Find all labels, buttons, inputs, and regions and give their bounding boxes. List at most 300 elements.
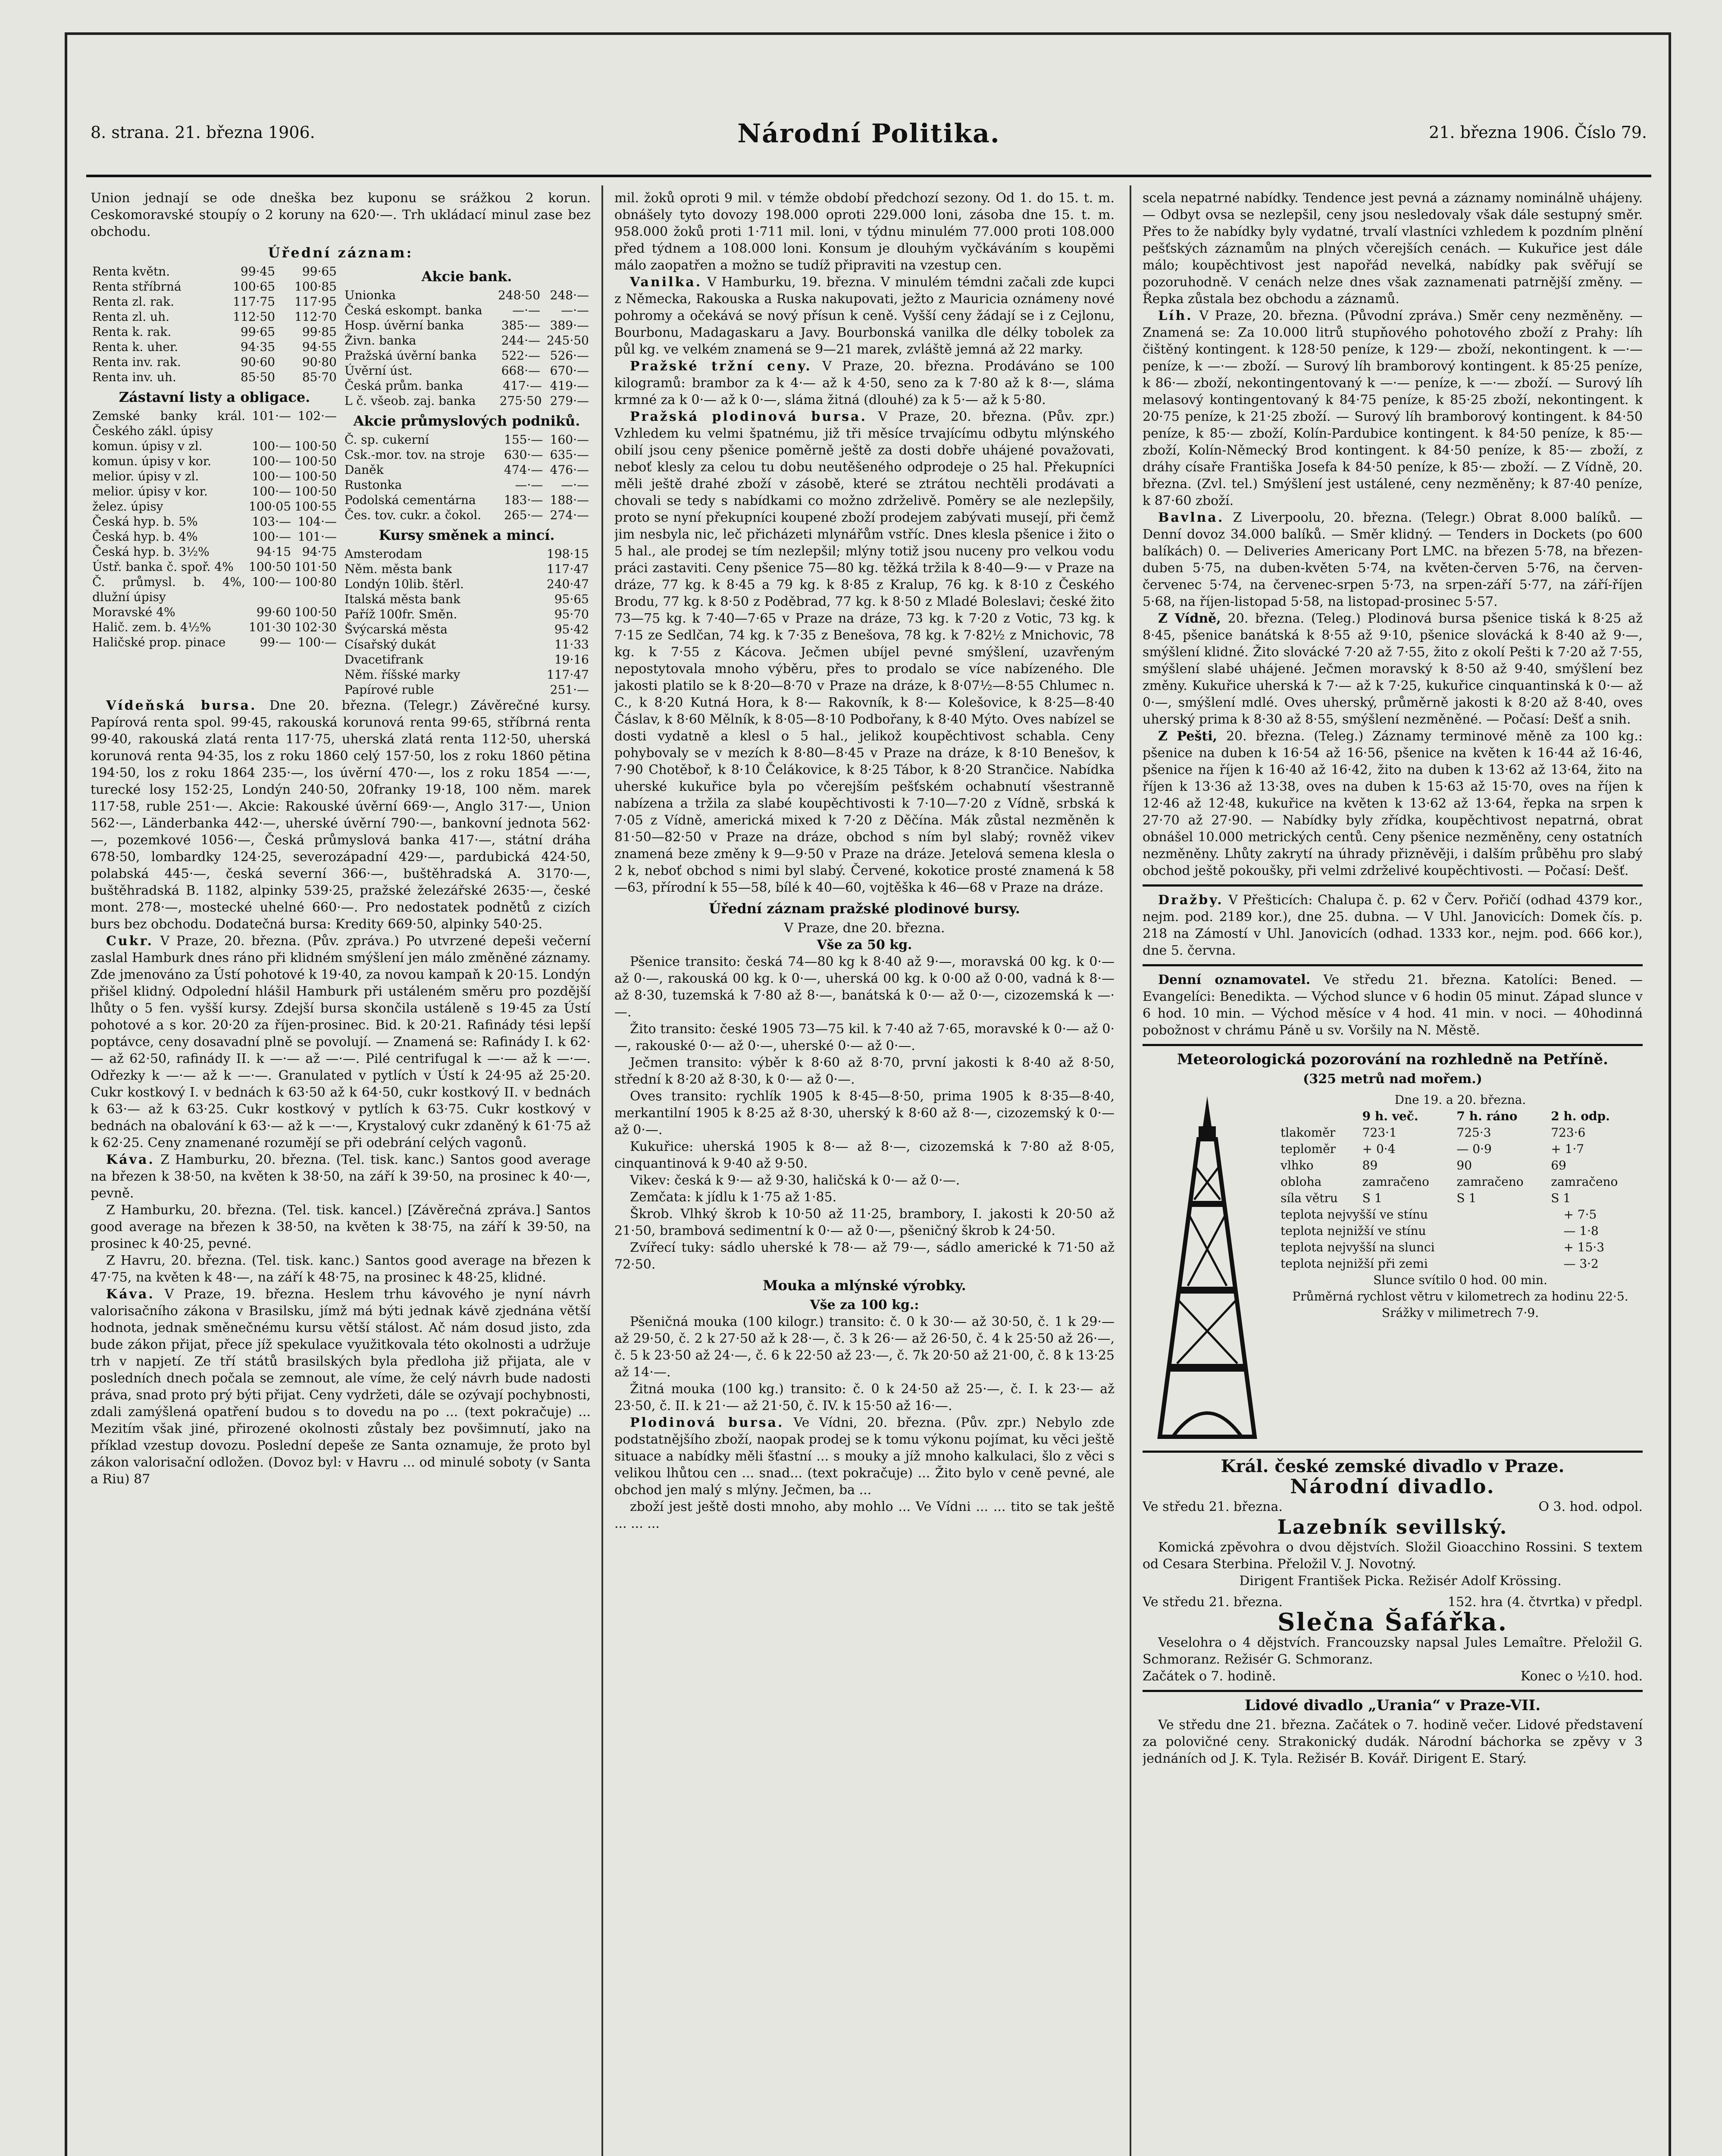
quote-label: Amsterodam bbox=[344, 547, 423, 561]
quote-label: Renta k. uher. bbox=[92, 340, 178, 354]
article-cotton: Bavlna. Z Liverpoolu, 20. března. (Telegr.) Obrat 8.000 balíků. — Denní dovoz 34.000 balíků. — Směr klidný. — Tenders in Dockets (po 600 balíkách) 0. — Deliveries Americany Port LMC. na březen 5·78, na březen-duben 5·75, na duben-květen 5·74, na květen-červen 5·76, na červen-červenec 5·74, na červenec-srpen 5·73, na srpen-září 5·77, na září-říjen 5·68, na říjen-listopad 5·58, na listopad-prosinec 5·57. bbox=[1143, 510, 1643, 609]
quote-value: 100·50 bbox=[294, 454, 337, 468]
header-right: 21. března 1906. Číslo 79. bbox=[1429, 123, 1647, 142]
produce-continued: scela nepatrné nabídky. Tendence jest pevná a záznamy nominálně uhájeny. — Odbyt ovsa se nezlepšil, ceny jsou nesledovaly však dále sestupný směr. Přes to že nabídky byly vydatné, trvalí vlastníci vzhledem k pozdním plnění pešťských záznamům na plných včerejších cenách. — Kukuřice jest dále málo; koupěchtivost jest napořád nevelká, nabídky pak svěřují se pozoruhodně. V cenách nelze dnes však zaznamenati patrnější změny. — Řepka zůstala bez obchodu a záznamů. bbox=[1143, 191, 1643, 307]
article-vienna-bourse: Vídeňská bursa. Dne 20. března. (Telegr.) Závěrečné kursy. Papírová renta spol. 99·45, rakouská korunová renta 99·65, stříbrná renta 99·40, rakouská zlatá renta 117·75, uherská zlatá renta 112·50, uherská korunová renta 94·35, los z roku 1860 celý 157·50, los z roku 1860 pětina 194·50, los z roku 1864 235·—, los úvěrní 470·—, los z roku 1854 —·—, turecké losy 152·25, Londýn 240·50, 20franky 19·18, 100 něm. marek 117·58, ruble 251·—. Akcie: Rakouské úvěrní 669·—, Anglo 317·—, Union 562·—, Länderbanka 442·—, uherské úvěrní 790·—, bankovní jednota 562·—, pozemkové 1056·—, Česká průmyslová banka 417·—, státní dráha 678·50, lombardky 124·25, severozápadní 429·—, pardubická 424·50, polabská 445·—, česká severní 366·—, buštěhradská A. 3170·—, buštěhradská B. 1182, alpinky 539·25, pražské železářské 2635·—, české mont. 278·—, mostecké uhelné 660·—. Pro nedostatek podnětů z cizích burs bez obchodu. Dodatečná bursa: Kredity 669·50, alpinky 540·25. bbox=[91, 698, 591, 932]
quote-label: Halič. zem. b. 4½% bbox=[92, 620, 211, 634]
quote-value: 100·— bbox=[252, 530, 291, 544]
quote-value: 155·— bbox=[504, 432, 543, 447]
table-row bbox=[343, 348, 591, 363]
quote-label: síla větru bbox=[1281, 1191, 1338, 1205]
industrial-shares-table bbox=[343, 432, 591, 523]
article-heading: Káva. bbox=[106, 1287, 155, 1302]
quote-label: Csk.-mor. tov. na stroje bbox=[344, 448, 485, 462]
table-row bbox=[1278, 1125, 1643, 1141]
official-quote: Oves transito: rychlík 1905 k 8·45—8·50, prima 1905 k 8·35—8·40, merkantilní 1905 k 8·25 až 8·30, uherský k 8·60 až 8·—, cizozemský k 0·— až 0·—. bbox=[614, 1089, 1115, 1138]
quote-label: Dvacetifrank bbox=[344, 652, 423, 667]
quote-value: S 1 bbox=[1551, 1191, 1571, 1205]
quote-value: S 1 bbox=[1456, 1191, 1477, 1205]
quote-label: Česká hyp. b. 5% bbox=[92, 514, 198, 529]
quote-value: 69 bbox=[1551, 1158, 1566, 1172]
quote-label: Česká eskompt. banka bbox=[344, 303, 482, 317]
official-quote: Kukuřice: uherská 1905 k 8·— až 8·—, cizozemská k 7·80 až 8·05, cinquantinová k 9·40 až 9·50. bbox=[614, 1139, 1115, 1171]
header-rule bbox=[86, 175, 1651, 177]
quote-label: tlakoměr bbox=[1281, 1125, 1336, 1140]
table-row bbox=[343, 432, 591, 447]
subheading: Vše za 50 kg. bbox=[817, 937, 912, 953]
quote-value: 100·50 bbox=[294, 439, 337, 453]
article-heading: Plodinová bursa. bbox=[630, 1415, 784, 1430]
quote-value: + 15·3 bbox=[1563, 1240, 1605, 1254]
divider bbox=[1143, 1690, 1643, 1692]
divider bbox=[1143, 1451, 1643, 1453]
quote-value: 100·— bbox=[252, 484, 291, 498]
meteo-observations bbox=[1278, 1092, 1643, 1445]
quote-value: 275·50 bbox=[499, 394, 542, 408]
table-row bbox=[91, 574, 338, 605]
coffee-continued: mil. žoků oproti 9 mil. v témže období předchozí sezony. Od 1. do 15. t. m. obnášely tyto dovozy 198.000 oproti 229.000 loni, zásoba dne 15. t. m. 958.000 žoků proti 1·711 mil. loni, v týdnu minulém 77.000 proti 108.000 před týdnem a 108.000 loni. Konsum je dlouhým vyčkáváním s koupěmi málo zaopatřen a možno se tudíž připraviti na vzestup cen. bbox=[614, 191, 1115, 273]
quote-value: 100·50 bbox=[294, 605, 337, 619]
quote-value: 100·50 bbox=[294, 469, 337, 483]
quote-label: Papírové ruble bbox=[344, 683, 434, 697]
column-separator bbox=[1130, 185, 1131, 2156]
quote-value: 635·— bbox=[550, 448, 589, 462]
quote-value: 95·70 bbox=[554, 607, 589, 621]
quote-value: 100·50 bbox=[294, 484, 337, 498]
bank-shares-table-2 bbox=[343, 378, 591, 408]
quote-label: obloha bbox=[1281, 1175, 1322, 1189]
quote-value: 188·— bbox=[550, 493, 589, 507]
play-title: Lazebník sevillský. bbox=[1277, 1515, 1508, 1539]
quote-label: Italská města bank bbox=[344, 592, 460, 606]
quote-value: 100·55 bbox=[294, 499, 337, 514]
meteo-subtitle: (325 metrů nad mořem.) bbox=[1303, 1072, 1482, 1087]
play-title: Slečna Šafářka. bbox=[1277, 1608, 1508, 1636]
article-vienna: Z Vídně, 20. března. (Teleg.) Plodinová bursa pšenice tiská k 8·25 až 8·45, pšenice banátská k 8·55 až 9·10, pšenice slovácká k 8·40 až 9·—, smýšlení klidné. Žito slovácké 7·20 až 7·55, žito z okolí Pešti k 7·20 až 7·55, smýšlení slabé uhájené. Ječmen moravský k 8·50 až 9·40, smýšlení bez změny. Kukuřice uherská k 7·— až k 7·25, kukuřice cinquantinská k 0·— až 0·—, smýšlení mdlé. Oves uherský, průměrně jakosti k 8·20 až 8·40, oves uherský prima k 8·30 až 8·55, smýšlení nezměněné. — Počasí: Dešť a snih. bbox=[1143, 611, 1643, 727]
table-row bbox=[343, 607, 591, 622]
article-market-prices: Pražské tržní ceny. V Praze, 20. března. Prodáváno se 100 kilogramů: brambor za k 4·— až k 4·50, seno za k 7·80 až k 8·—, sláma krmné za k 0·— až k 0·—, sláma žitná (dlouhé) za k 5·— až k 5·80. bbox=[614, 359, 1115, 407]
quote-value: 723·1 bbox=[1362, 1125, 1397, 1140]
article-heading: Pražská plodinová bursa. bbox=[630, 409, 867, 424]
quote-label: Renta zl. rak. bbox=[92, 295, 174, 309]
official-quote: Ječmen transito: výběr k 8·60 až 8·70, první jakosti k 8·40 až 8·50, střední k 8·20 až 8·30, k 0·— až 0·—. bbox=[614, 1055, 1115, 1087]
quote-value: 101·— bbox=[252, 409, 291, 423]
quote-value: 11·33 bbox=[554, 637, 589, 652]
table-row bbox=[91, 620, 338, 635]
quote-value: 101·— bbox=[297, 530, 337, 544]
quote-value: 95·65 bbox=[554, 592, 589, 606]
quote-label: Rustonka bbox=[344, 478, 402, 492]
table-row bbox=[343, 303, 591, 318]
article-heading: Líh. bbox=[1158, 308, 1193, 323]
quote-value: 274·— bbox=[550, 508, 589, 522]
table-row bbox=[343, 561, 591, 577]
table-row bbox=[343, 622, 591, 637]
bourse-tables bbox=[91, 264, 591, 697]
quote-value: 240·47 bbox=[547, 577, 589, 591]
quote-value: 670·— bbox=[550, 364, 589, 378]
quote-label: Česká prům. banka bbox=[344, 379, 463, 393]
table-row bbox=[91, 499, 338, 514]
quote-value: 90·60 bbox=[240, 355, 276, 369]
quote-value: 248·50 bbox=[498, 288, 541, 302]
subheading: Vše za 100 kg.: bbox=[810, 1297, 919, 1313]
quote-value: 99·60 bbox=[256, 605, 291, 619]
article-continued: zboží jest ještě dosti mnoho, aby mohlo ... Ve Vídni ... ... tito se tak ještě ... ... ... bbox=[614, 1499, 1115, 1531]
quote-value: 245·50 bbox=[547, 333, 589, 348]
quote-label: teplota nejnižší ve stínu bbox=[1281, 1224, 1426, 1238]
meteo-column-header: 7 h. ráno bbox=[1456, 1109, 1518, 1123]
quote-value: 417·— bbox=[503, 379, 542, 393]
theatre-title: Král. české zemské divadlo v Praze. bbox=[1221, 1456, 1565, 1476]
quote-value: —·— bbox=[512, 303, 541, 317]
quote-value: 85·50 bbox=[240, 370, 276, 384]
quote-value: 99·85 bbox=[302, 325, 337, 339]
article-coffee-2: Káva. V Praze, 19. března. Heslem trhu kávového je nyní návrh valorisačního zákona v Brasilsku, jímž má býti jednak kávě zjednána větší hodnota, jednak směnečnému kursu větší stálost. Ač nám dosud jisto, zda bude zákon přijat, přece jíž spekulace využitkovala této okolnosti a udržuje trh v napjetí. Ze tří států brasilských byla předloha již přijata, ale v posledních dnech počala se zemnout, ale víme, že celý návrh bude nadosti práva, snad proto prý býti přijat. Ceny vydržeti, dále se ozývají pochybnosti, zdali zamýšlená opatření budou s to dovedu na po ... (text pokračuje) ... Mezitím však jiné, přirozené okolnosti zůstaly bez povšimnutí, jako na příklad vzestup dovozu. Poslední depeše ze Santa oznamuje, že proto byl zákon valorisační odložen. (Dovoz byl: v Havru ... od minulé soboty (v Santa a Riu) 87 bbox=[91, 1287, 591, 1487]
table-row bbox=[91, 484, 338, 499]
subheading: V Praze, dne 20. března. bbox=[784, 921, 945, 936]
section-heading: Akcie bank. bbox=[421, 268, 512, 285]
table-row bbox=[1278, 1206, 1643, 1223]
quote-value: 112·50 bbox=[233, 310, 276, 324]
exchange-rates-table bbox=[343, 546, 591, 697]
official-quote: Zemčata: k jídlu k 1·75 až 1·85. bbox=[630, 1190, 837, 1205]
quote-label: Něm. říšské marky bbox=[344, 667, 460, 682]
quote-value: 522·— bbox=[501, 348, 541, 363]
article-heading: Bavlna. bbox=[1158, 510, 1224, 525]
table-row bbox=[91, 354, 338, 370]
article-heading: Cukr. bbox=[106, 934, 153, 949]
bourse-intro: Union jednají se ode dneška bez kuponu se srážkou 2 korun. Ceskomoravské stoupíy o 2 koruny na 620·—. Trh ukládací minul zase bez obchodu. bbox=[91, 191, 591, 239]
page-header bbox=[91, 119, 1647, 170]
table-row bbox=[91, 339, 338, 354]
quote-value: —·— bbox=[515, 478, 543, 492]
table-row bbox=[1278, 1174, 1643, 1190]
meteo-table bbox=[1278, 1108, 1643, 1206]
table-row bbox=[91, 279, 338, 294]
quote-value: zamračeno bbox=[1362, 1175, 1429, 1189]
table-row bbox=[91, 605, 338, 620]
performance-date-row: Ve středu 21. března. O 3. hod. odpol. bbox=[1143, 1499, 1643, 1514]
quote-label: teplota nejnižší při zemi bbox=[1281, 1257, 1428, 1271]
quote-value: 90 bbox=[1456, 1158, 1472, 1172]
quote-value: 103·— bbox=[252, 514, 291, 529]
section-heading: Mouka a mlýnské výrobky. bbox=[763, 1277, 966, 1294]
table-row bbox=[91, 309, 338, 324]
table-row bbox=[91, 264, 338, 279]
quote-label: melior. úpisy v kor. bbox=[92, 484, 208, 498]
quote-label: Císařský dukát bbox=[344, 637, 436, 652]
play-description: Veselohra o 4 dějstvích. Francouzsky napsal Jules Lemaître. Přeložil G. Schmoranz. Režisér G. Schmoranz. bbox=[1143, 1635, 1643, 1667]
table-row bbox=[91, 544, 338, 559]
quote-label: Daněk bbox=[344, 463, 384, 477]
table-row bbox=[343, 318, 591, 333]
quote-value: 244·— bbox=[501, 333, 541, 348]
article-spirits: Líh. V Praze, 20. března. (Původní zpráva.) Směr ceny nezměněny. — Znamená se: Za 10.000 litrů stupňového pohotového zboží z Prahy: líh čištěný kontingent. k 128·50 peníze, k 129·— zboží, nekontingent. k —·— peníze, k —·— zboží. — Surový líh bramborový kontingent. k 85·25 peníze, k 86·— zboží, nekontingentovaný k —·— peníze, k —·— zboží. — Surový líh melasový kontingentovaný k 84·75 peníze, k 85·25 zboží, nekontingent. k 20·75 peníze, k 21·25 zboží. — Surový líh bramborový kontingent. k 84·50 peníze, k 85·— zboží, Kolín-Pardubice kontingent. k 84·50 peníze, k 85·— zboží, Kolín-Německý Brod kontingent. k 84·50 peníze, k 85·— zboží, z dráhy císaře Františka Josefa k 84·50 peníze, k 85·— zboží. — Z Vídně, 20. března. (Zvl. tel.) Smýšlení jest ustálené, ceny nezměněny; k 87·40 peníze, k 87·60 zboží. bbox=[1143, 308, 1643, 508]
quote-label: Renta zl. uh. bbox=[92, 310, 170, 324]
official-quote: Vikev: česká k 9·— až 9·30, haličská k 0·— až 0·—. bbox=[630, 1173, 960, 1188]
quote-value: 265·— bbox=[504, 508, 543, 522]
article-sugar: Cukr. V Praze, 20. března. (Pův. zpráva.) Po utvrzené depeši večerní zaslal Hamburk dnes ráno při klidném smýšlení jen málo změněné záznamy. Zde jmenováno za Ústí pohotové k 19·40, za novou kampaň k 20·15. Londýn přišel klidný. Odpolední hlášil Hamburk při ustáleném směru pro pozdější lhůty o 5 fen. vyšší kursy. Zdejší bursa skončila ustáleně s 19·45 za Ústí pohotové a s kor. 20·20 za říjen-prosinec. Bid. k 20·21. Rafinády tési lepší poptávce, ceny dosavadní plně se povolují. — Znamená se: Rafinády I. k 62·— až 62·50, rafinády II. k —·— až —·—. Pilé centrifugal k —·— až k —·—. Odřezky k —·— až k —·—. Granulated v pytlích v Ústí k 24·95 až 25·20. Cukr kostkový I. v bednách k 63·50 až k 64·50, cukr kostkový II. v bednách k 63·— až k 63·25. Cukr kostkový v pytlích k 63·75. Cukr kostkový v bednách na obalování k 63·— až k —·—, Krystalový cukr zdaněný k 61·75 až k 62·25. Ceny znamenané rozumějí se při odebrání celých vagonů. bbox=[91, 934, 591, 1150]
table-row bbox=[1278, 1141, 1643, 1157]
quote-value: — 3·2 bbox=[1563, 1257, 1599, 1271]
official-quote: Pšenice transito: česká 74—80 kg k 8·40 až 9·—, moravská 00 kg. k 0·— až 0·—, rakouská 00 kg. k 0·—, uherská 00 kg. k 0·00 až 0·00, vadná k 8·— až 8·30, tuzemská k 7·80 až 8·—, banátská k 0·— až 0·—, cizozemská k —·—. bbox=[614, 954, 1115, 1020]
table-row bbox=[343, 477, 591, 492]
article-daily-notice: Denní oznamovatel. Ve středu 21. března. Katolíci: Bened. — Evangelíci: Benedikta. — Východ slunce v 6 hodin 05 minut. Západ slunce v 6 hod. 10 min. — Východ měsíce v 4 hod. 41 min. v noci. — 40hodinná pobožnost v chrámu Páně u sv. Voršily na N. Městě. bbox=[1143, 972, 1643, 1038]
quote-value: 100·80 bbox=[294, 575, 337, 589]
article-produce-bourse-2: Plodinová bursa. Ve Vídni, 20. března. (Pův. zpr.) Nebylo zde podstatnějšího zboží, naopak prodej se k tomu výkonu pojímat, ku věci ještě situace a nabídky měli šťastní ... s mouky a jíž mnoho kalkulaci, šlo z věci s velikou lhůtou cen ... snad... (text pokračuje) ... Žito bylo v ceně pevné, ale obchod jen malý s mlýny. Ječmen, ba ... bbox=[614, 1415, 1115, 1498]
article-produce-bourse: Pražská plodinová bursa. V Praze, 20. března. (Pův. zpr.) Vzhledem ku velmi špatnému, již tři měsíce trvajícímu odbytu mlýnského obilí jsou ceny pšenice poměrně ještě za dosti dobře uhájené považovati, neboť klesly za celou tu dobu neutěšeného odprodeje o 25 hal. Překupníci měli ještě drahé zboží v zásobě, které se ztrátou nechtěli prodávati a chovali se tedy s nabídkami co možno zdrželivě. Poměry se ale nezlepšily, proto se nyní překupníci koupené zboží prodejem zabývati musejí, při čemž jim nesbyla nic, leč přicházeti mlynářům vstříc. Dnes klesla pšenice i žito o 5 hal., ale prodej se tím nezlepšil; mlýny totiž jsou nuceny pro velkou vodu práci zastaviti. Ceny pšenice 75—80 kg. těžká tržila k 8·40—9·— v Praze na dráze, 77 kg. k 8·45 a 79 kg. k 8·85 z Kralup, 76 kg. k 8·10 z Českého Brodu, 77 kg. k 8·50 z Poděbrad, 77 kg. k 8·50 z Mladé Boleslavi; české žito 73—75 kg. k 7·40—7·65 v Praze na dráze, 73 kg. k 7·20 z Votic, 73 kg. k 7·15 ze Sedlčan, 74 kg. k 7·35 z Benešova, 78 kg. k 7·82½ z Mnichovic, 78 kg. k 7·55 z Kácova. Ječmen ubíjel pevné smýšlení, uzavřeným nepostytovala mnoho výběru, přes to prodalo se více nabízeného. Dle jakosti platilo se k 8·20—8·70 v Praze na dráze, k 8·07½—8·55 Chlumec n. C., k 8·20 Kutná Hora, k 8·— Rakovník, k 8·— Kolešovice, k 8·25—8·40 Čáslav, k 8·60 Mělník, k 8·05—8·10 Podbořany, k 8·40 Mýto. Oves nabízel se dosti vydatně a klesl o 5 hal., jelikož koupěchtivost schabla. Ceny pohybovaly se v mezích k 8·80—8·45 v Praze na dráze, k 8·10 Benešov, k 7·90 Chotěboř, k 8·10 Čelákovice, k 8·25 Tábor, k 8·20 Strančice. Nabídka uherské kukuřice byla po včerejším pešťském ochabnutí všestranně nabízena a tržila za slabé koupěchtivosti k 7·10—7·20 z Vídně, srbská k 7·05 z Vídně, americká mixed k 7·20 z Děčína. Mák zůstal nezměněn k 81·50—82·50 v Praze na dráze, obchod s ním byl slabý; rovněž vikev znamená beze změny k 9—9·50 v Praze na dráze. Jetelová semena klesla o 2 k, neboť obchod s nimi byl slabý. Červené, kokotice prosté znamená k 58—63, přírodní k 55—58, bílé k 40—60, vojtěška k 46—68 v Praze na dráze. bbox=[614, 409, 1115, 895]
table-row bbox=[343, 667, 591, 682]
article-heading: Káva. bbox=[106, 1152, 155, 1167]
table-row bbox=[343, 577, 591, 592]
quote-label: Živn. banka bbox=[344, 333, 416, 348]
quote-value: 100·— bbox=[297, 635, 337, 649]
quote-value: 723·6 bbox=[1551, 1125, 1586, 1140]
table-row bbox=[91, 454, 338, 469]
quote-value: zamračeno bbox=[1456, 1175, 1524, 1189]
article-heading: Denní oznamovatel. bbox=[1158, 972, 1311, 987]
column-3 bbox=[1143, 190, 1643, 2156]
quote-label: Č. průmysl. b. 4%, dlužní úpisy bbox=[92, 575, 246, 604]
bank-shares-table bbox=[343, 288, 591, 378]
table-row bbox=[343, 682, 591, 697]
table-row bbox=[343, 447, 591, 462]
article-havre: Z Havru, 20. března. (Tel. tisk. kanc.) Santos good average na březen k 47·75, na květen k 48·—, na září k 48·75, na prosinec k 48·25, klidné. bbox=[91, 1253, 591, 1285]
table-row bbox=[91, 408, 338, 439]
quote-value: 117·47 bbox=[547, 667, 589, 682]
quote-value: 160·— bbox=[550, 432, 589, 447]
quote-value: zamračeno bbox=[1551, 1175, 1618, 1189]
quote-label: Úvěrní úst. bbox=[344, 364, 413, 378]
quote-label: Podolská cementárna bbox=[344, 493, 476, 507]
table-row bbox=[91, 439, 338, 454]
quote-value: 100·— bbox=[252, 454, 291, 468]
article-heading: Z Pešti, bbox=[1158, 729, 1218, 744]
quote-label: Renta květn. bbox=[92, 264, 170, 279]
article-heading: Vanilka. bbox=[630, 275, 702, 290]
quote-value: 112·70 bbox=[294, 310, 337, 324]
meteo-title: Meteorologická pozorování na rozhledně na Petříně. bbox=[1177, 1051, 1608, 1068]
table-row bbox=[1278, 1157, 1643, 1174]
column-1 bbox=[91, 190, 591, 2156]
quote-label: vlhko bbox=[1281, 1158, 1314, 1172]
article-heading: Dražby. bbox=[1158, 893, 1224, 908]
quote-value: 100·05 bbox=[249, 499, 291, 514]
table-row bbox=[91, 514, 338, 529]
quote-value: 100·— bbox=[252, 469, 291, 483]
quote-label: Č. sp. cukerní bbox=[344, 432, 429, 447]
official-quote: Zvířecí tuky: sádlo uherské k 78·— až 79·—, sádlo americké k 71·50 až 72·50. bbox=[614, 1240, 1115, 1272]
quote-label: Haličské prop. pinace bbox=[92, 635, 226, 649]
quote-label: Ústř. banka č. spoř. 4% bbox=[92, 560, 234, 574]
wheat-flour: Pšeničná mouka (100 kilogr.) transito: č. 0 k 30·— až 30·50, č. 1 k 29·— až 29·50, č. 2 k 27·50 až k 28·—, č. 3 k 26·— až 26·50, č. 4 k 25·50 až 26·—, č. 5 k 23·50 až 24·—, č. 6 k 22·50 až 23·—, č. 7k 20·50 až 21·00, č. 8 k 13·25 až 14·—. bbox=[614, 1314, 1115, 1380]
quote-label: želez. úpisy bbox=[92, 499, 163, 514]
table-row bbox=[343, 462, 591, 477]
quote-value: 117·47 bbox=[547, 562, 589, 576]
quote-label: Renta stříbrná bbox=[92, 279, 182, 294]
meteo-date: Dne 19. a 20. března. bbox=[1394, 1093, 1526, 1107]
performance-date-row: Ve středu 21. března. 152. hra (4. čtvrtka) v předpl. bbox=[1143, 1595, 1643, 1610]
table-row bbox=[1278, 1190, 1643, 1206]
quote-value: 279·— bbox=[550, 394, 589, 408]
quote-value: 385·— bbox=[501, 318, 541, 332]
table-row bbox=[91, 469, 338, 484]
quote-value: 85·70 bbox=[302, 370, 337, 384]
article-heading: Z Vídně, bbox=[1158, 611, 1221, 626]
section-heading: Úřední záznam: bbox=[268, 244, 413, 261]
section-heading: Akcie průmyslových podniků. bbox=[353, 413, 580, 429]
table-row bbox=[343, 393, 591, 408]
table-row bbox=[343, 378, 591, 393]
table-row bbox=[343, 592, 591, 607]
divider bbox=[1143, 1044, 1643, 1046]
play-description: Komická zpěvohra o dvou dějstvích. Složil Gioacchino Rossini. S textem od Cesara Sterbina. Přeložil V. J. Novotný. bbox=[1143, 1540, 1643, 1572]
quote-value: 94·15 bbox=[256, 545, 291, 559]
divider bbox=[1143, 964, 1643, 966]
quote-value: 474·— bbox=[504, 463, 543, 477]
quote-value: —·— bbox=[561, 478, 589, 492]
play-times: Začátek o 7. hodině. Konec o ½10. hod. bbox=[1143, 1669, 1643, 1684]
urania-title: Lidové divadlo „Urania“ v Praze-VII. bbox=[1244, 1697, 1541, 1714]
quote-label: Hosp. úvěrní banka bbox=[344, 318, 464, 332]
quote-value: 90·80 bbox=[302, 355, 337, 369]
quote-value: S 1 bbox=[1362, 1191, 1382, 1205]
quote-label: Švýcarská města bbox=[344, 622, 448, 636]
quote-value: — 0·9 bbox=[1456, 1142, 1492, 1156]
quote-value: 630·— bbox=[504, 448, 543, 462]
quote-value: 100·— bbox=[252, 439, 291, 453]
quote-label: Unionka bbox=[344, 288, 396, 302]
quote-value: 99·65 bbox=[302, 264, 337, 279]
quote-value: 100·85 bbox=[294, 279, 337, 294]
quote-value: + 7·5 bbox=[1563, 1207, 1597, 1222]
section-heading: Úřední záznam pražské plodinové bursy. bbox=[709, 900, 1020, 917]
header-left: 8. strana. 21. března 1906. bbox=[91, 123, 315, 142]
quote-value: 19·16 bbox=[554, 652, 589, 667]
article-heading: Vídeňská bursa. bbox=[106, 698, 257, 713]
table-row bbox=[343, 652, 591, 667]
quote-label: Česká hyp. b. 4% bbox=[92, 530, 198, 544]
quote-value: + 1·7 bbox=[1551, 1142, 1584, 1156]
quote-value: 99·45 bbox=[240, 264, 276, 279]
quote-value: 101·50 bbox=[294, 560, 337, 574]
quote-value: 94·35 bbox=[240, 340, 276, 354]
divider bbox=[1143, 884, 1643, 887]
quote-value: 248·— bbox=[550, 288, 589, 302]
column-separator bbox=[601, 185, 603, 2156]
national-theatre: Národní divadlo. bbox=[1290, 1475, 1495, 1498]
quote-value: 94·75 bbox=[302, 545, 337, 559]
quote-label: L č. všeob. zaj. banka bbox=[344, 394, 476, 408]
table-row bbox=[343, 637, 591, 652]
article-vanilla: Vanilka. V Hamburku, 19. března. V minulém témdni začali zde kupci z Německa, Rakouska a Ruska nakupovati, ježto z Mauricia oznámeny nové pohromy a očekává se nový přísun k ceně. Vyšší ceny žádají se i z Cejlonu, Bourbonu, Madagaskaru a Javy. Bourbonská vanilka dle délky tobolek za půl kg. ve velkém znamená se 9—21 marek, zvláště jemná až 22 marky. bbox=[614, 275, 1115, 357]
quote-value: 102·30 bbox=[294, 620, 337, 634]
official-quotes bbox=[614, 953, 1115, 1273]
quote-value: 95·42 bbox=[554, 622, 589, 636]
table-row bbox=[91, 324, 338, 339]
official-quote: Žito transito: české 1905 73—75 kil. k 7·40 až 7·65, moravské k 0·— až 0·—, rakouské 0·— až 0·—, uherské 0·— až 0·—. bbox=[614, 1022, 1115, 1053]
quote-value: 117·95 bbox=[294, 295, 337, 309]
official-quote: Škrob. Vlhký škrob k 10·50 až 11·25, brambory, I. jakosti k 20·50 až 21·50, brambová sedimentní k 0·— až 0·—, pšeničný škrob k 24·50. bbox=[614, 1206, 1115, 1238]
meteo-note: Srážky v milimetrech 7·9. bbox=[1381, 1306, 1539, 1320]
table-row bbox=[343, 508, 591, 523]
masthead: Národní Politika. bbox=[737, 119, 1000, 149]
meteo-extremes bbox=[1278, 1206, 1643, 1272]
table-row bbox=[343, 288, 591, 303]
quote-value: 117·75 bbox=[233, 295, 276, 309]
table-row bbox=[343, 546, 591, 561]
meteo-note: Slunce svítilo 0 hod. 00 min. bbox=[1373, 1273, 1547, 1287]
quote-label: Paříž 100fr. Směn. bbox=[344, 607, 457, 621]
quote-label: melior. úpisy v zl. bbox=[92, 469, 199, 483]
quote-value: 104·— bbox=[297, 514, 337, 529]
quote-value: 198·15 bbox=[547, 547, 589, 561]
quote-label: Čes. tov. cukr. a čokol. bbox=[344, 508, 482, 522]
table-row bbox=[91, 370, 338, 385]
meteo-column-header: 9 h. več. bbox=[1362, 1109, 1418, 1123]
column-2 bbox=[614, 190, 1115, 2156]
meteo-column-header: 2 h. odp. bbox=[1551, 1109, 1610, 1123]
quote-value: 668·— bbox=[501, 364, 541, 378]
quote-value: 419·— bbox=[550, 379, 589, 393]
quote-value: 725·3 bbox=[1456, 1125, 1491, 1140]
quote-label: Moravské 4% bbox=[92, 605, 175, 619]
quote-label: Pražská úvěrní banka bbox=[344, 348, 477, 363]
quote-value: 100·65 bbox=[233, 279, 276, 294]
section-heading: Kursy směnek a mincí. bbox=[379, 527, 555, 543]
quote-value: 94·55 bbox=[302, 340, 337, 354]
quote-value: 100·— bbox=[252, 575, 291, 589]
article-heading: Pražské tržní ceny. bbox=[630, 359, 812, 374]
quote-value: + 0·4 bbox=[1362, 1142, 1396, 1156]
urania-text: Ve středu dne 21. března. Začátek o 7. hodině večer. Lidové představení za polovičné ceny. Strakonický dudák. Národní báchorka se zpěvy v 3 jednáních od J. K. Tyla. Režisér B. Kovář. Dirigent E. Starý. bbox=[1143, 1717, 1643, 1766]
quote-label: Londýn 10lib. štěrl. bbox=[344, 577, 464, 591]
quote-label: komun. úpisy v zl. bbox=[92, 439, 203, 453]
quote-label: Renta inv. rak. bbox=[92, 355, 181, 369]
quote-label: teplota nejvyšší ve stínu bbox=[1281, 1207, 1428, 1222]
pledge-table bbox=[91, 408, 338, 650]
table-row bbox=[91, 559, 338, 574]
quote-label: Renta k. rak. bbox=[92, 325, 172, 339]
table-row bbox=[343, 363, 591, 378]
quote-label: komun. úpisy v kor. bbox=[92, 454, 211, 468]
rent-table bbox=[91, 264, 338, 385]
petrin-tower-icon bbox=[1143, 1092, 1272, 1445]
quote-value: 251·— bbox=[550, 683, 589, 697]
quote-label: teplota nejvyšší na slunci bbox=[1281, 1240, 1435, 1254]
table-row bbox=[1278, 1256, 1643, 1272]
quote-label: Renta inv. uh. bbox=[92, 370, 176, 384]
quote-value: 526·— bbox=[550, 348, 589, 363]
table-row bbox=[91, 635, 338, 650]
quote-value: 99·— bbox=[260, 635, 291, 649]
quote-value: 183·— bbox=[504, 493, 543, 507]
quote-value: — 1·8 bbox=[1563, 1224, 1599, 1238]
table-row bbox=[1278, 1223, 1643, 1239]
table-row bbox=[91, 294, 338, 309]
quote-label: Česká hyp. b. 3½% bbox=[92, 545, 210, 559]
quote-value: 89 bbox=[1362, 1158, 1378, 1172]
table-row bbox=[343, 333, 591, 348]
article-pest: Z Pešti, 20. března. (Teleg.) Záznamy terminové měně za 100 kg.: pšenice na duben k 16·54 až 16·56, pšenice na květen k 16·44 až 16·46, pšenice na říjen k 16·40 až 16·42, žito na duben k 13·62 až 13·64, žito na říjen k 13·36 až 13·38, oves na duben k 15·63 až 15·70, oves na říjen k 12·46 až 12·48, kukuřice na květen k 13·62 až 13·64, řepka na srpen k 27·70 až 27·90. — Nabídky byly zřídka, koupěchtivost nepatrná, obrat obnášel 10.000 metrických centů. Ceny pšenice nezměněny, ceny ostatních nezměněny. Lhůty zakrytí na úhrady přizněvěji, i dalším průběhu pro slabý obchod ještě pokoušky, při velmi zdrželivé koupěchtivosti. — Počasí: Dešť. bbox=[1143, 729, 1643, 878]
table-row bbox=[91, 529, 338, 544]
article-coffee-1: Káva. Z Hamburku, 20. března. (Tel. tisk. kanc.) Santos good average na březen k 38·50, na květen k 38·50, na září k 39·50, na prosinec k 40·—, pevně. bbox=[91, 1152, 591, 1201]
meteo-note: Průměrná rychlost větru v kilometrech za hodinu 22·5. bbox=[1292, 1289, 1628, 1304]
section-heading: Zástavní listy a obligace. bbox=[119, 389, 310, 405]
table-row bbox=[1278, 1239, 1643, 1256]
quote-value: 102·— bbox=[297, 409, 337, 423]
